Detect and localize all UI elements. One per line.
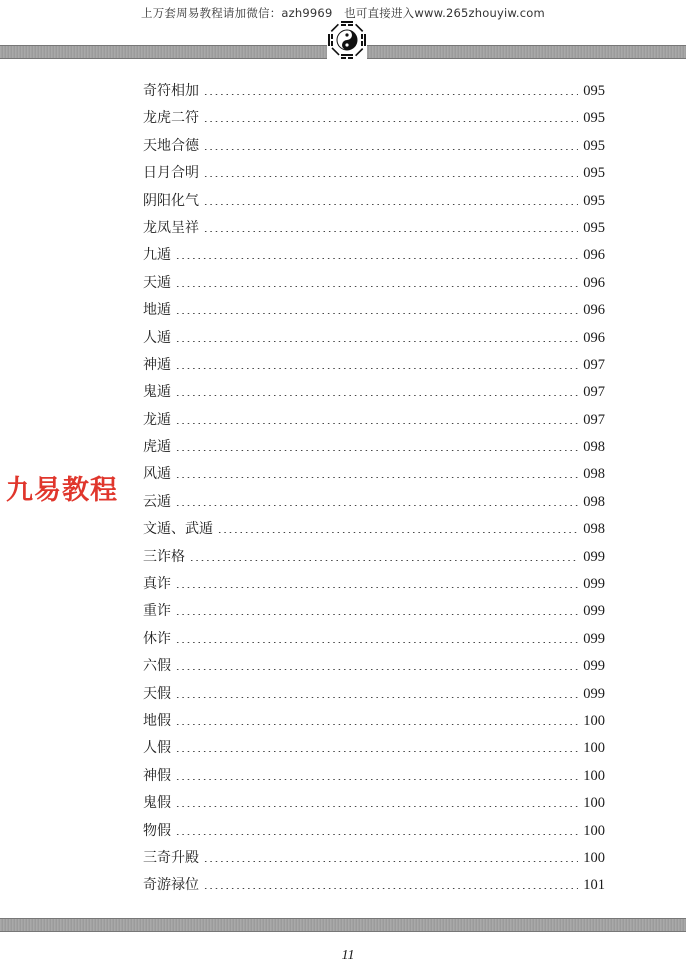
- toc-entry-page: 098: [583, 439, 605, 456]
- toc-entry-title: 神遁: [143, 356, 171, 373]
- toc-entry: [143, 600, 605, 627]
- toc-leader-dots: [175, 395, 578, 396]
- toc-entry-title: 真诈: [143, 576, 171, 593]
- toc-entry-title: 文遁、武遁: [143, 521, 213, 538]
- toc-entry: [143, 80, 605, 107]
- toc-leader-dots: [203, 149, 578, 150]
- toc-leader-dots: [203, 121, 578, 122]
- toc-entry: [143, 190, 605, 217]
- toc-entry-title: 阴阳化气: [143, 192, 199, 209]
- watermark-text: 九易教程: [6, 475, 118, 506]
- toc-entry-title: 人假: [143, 740, 171, 757]
- toc-entry-title: 人遁: [143, 329, 171, 346]
- toc-entry-title: 六假: [143, 658, 171, 675]
- toc-entry-page: 096: [583, 329, 605, 346]
- table-of-contents: [143, 80, 605, 902]
- toc-entry: [143, 299, 605, 326]
- toc-entry-page: 099: [583, 685, 605, 702]
- toc-leader-dots: [175, 313, 578, 314]
- toc-entry-title: 奇符相加: [143, 83, 199, 99]
- toc-leader-dots: [175, 724, 578, 725]
- toc-entry: [143, 409, 605, 436]
- toc-entry: [143, 628, 605, 655]
- toc-entry-page: 095: [583, 137, 605, 154]
- toc-entry-title: 虎遁: [143, 439, 171, 456]
- toc-entry: [143, 354, 605, 381]
- toc-entry-page: 095: [583, 165, 605, 182]
- toc-entry-page: 099: [583, 630, 605, 647]
- toc-entry-title: 天地合德: [143, 137, 199, 154]
- toc-entry: [143, 244, 605, 271]
- toc-entry-title: 鬼遁: [143, 384, 171, 401]
- toc-leader-dots: [175, 806, 578, 807]
- toc-leader-dots: [175, 368, 578, 369]
- toc-leader-dots: [175, 669, 578, 670]
- toc-leader-dots: [175, 450, 578, 451]
- toc-leader-dots: [217, 532, 578, 533]
- toc-entry-title: 九遁: [143, 247, 171, 264]
- toc-entry-page: 099: [583, 603, 605, 620]
- toc-entry-title: 龙凤呈祥: [143, 219, 199, 236]
- toc-entry-page: 095: [583, 192, 605, 209]
- toc-entry-title: 日月合明: [143, 165, 199, 182]
- footer-band: [0, 918, 686, 932]
- toc-entry-title: 龙遁: [143, 411, 171, 428]
- toc-entry: [143, 327, 605, 354]
- toc-entry-page: 100: [583, 712, 605, 729]
- toc-entry-title: 龙虎二符: [143, 110, 199, 127]
- toc-entry-page: 100: [583, 822, 605, 839]
- toc-entry-title: 重诈: [143, 603, 171, 620]
- toc-leader-dots: [175, 751, 578, 752]
- toc-entry-page: 098: [583, 521, 605, 538]
- toc-entry: [143, 573, 605, 600]
- toc-entry: [143, 765, 605, 792]
- toc-entry-page: 095: [583, 110, 605, 127]
- toc-entry-page: 097: [583, 384, 605, 401]
- toc-entry-title: 三诈格: [143, 548, 185, 565]
- toc-leader-dots: [175, 587, 578, 588]
- toc-entry-page: 100: [583, 795, 605, 812]
- toc-entry: [143, 847, 605, 874]
- toc-entry: [143, 463, 605, 490]
- toc-entry-page: 100: [583, 740, 605, 757]
- toc-entry: [143, 737, 605, 764]
- toc-entry-page: 099: [583, 548, 605, 565]
- toc-entry: [143, 546, 605, 573]
- toc-entry-page: 096: [583, 302, 605, 319]
- toc-entry-title: 鬼假: [143, 795, 171, 812]
- toc-entry-page: 097: [583, 356, 605, 373]
- page-number: 11: [341, 948, 355, 963]
- toc-leader-dots: [175, 642, 578, 643]
- toc-entry: [143, 874, 605, 901]
- toc-entry: [143, 135, 605, 162]
- toc-entry-title: 天遁: [143, 274, 171, 291]
- toc-entry-title: 云遁: [143, 493, 171, 510]
- toc-leader-dots: [203, 204, 578, 205]
- toc-entry-page: 095: [583, 219, 605, 236]
- toc-entry-page: 101: [583, 877, 605, 894]
- toc-leader-dots: [175, 286, 578, 287]
- header-note: 上万套周易教程请加微信：azh9969 也可直接进入www.265zhouyiw.com: [141, 6, 545, 20]
- toc-leader-dots: [175, 505, 578, 506]
- bagua-emblem-icon: [327, 20, 367, 60]
- toc-leader-dots: [175, 614, 578, 615]
- toc-entry: [143, 820, 605, 847]
- toc-entry: [143, 217, 605, 244]
- toc-entry-page: 100: [583, 849, 605, 866]
- toc-entry: [143, 381, 605, 408]
- toc-leader-dots: [203, 888, 578, 889]
- toc-leader-dots: [175, 477, 578, 478]
- toc-entry-page: 098: [583, 493, 605, 510]
- toc-entry-page: 097: [583, 411, 605, 428]
- toc-entry-title: 奇游禄位: [143, 877, 199, 894]
- toc-entry: [143, 655, 605, 682]
- toc-leader-dots: [203, 861, 578, 862]
- toc-entry-page: 099: [583, 576, 605, 593]
- toc-entry: [143, 792, 605, 819]
- toc-entry-title: 休诈: [143, 630, 171, 647]
- toc-entry: [143, 272, 605, 299]
- toc-entry: [143, 491, 605, 518]
- toc-entry: [143, 162, 605, 189]
- toc-leader-dots: [175, 697, 578, 698]
- toc-entry-title: 三奇升殿: [143, 849, 199, 866]
- toc-entry-page: 100: [583, 767, 605, 784]
- toc-entry-title: 地假: [143, 712, 171, 729]
- toc-entry-title: 地遁: [143, 302, 171, 319]
- toc-entry-title: 物假: [143, 822, 171, 839]
- toc-entry: [143, 710, 605, 737]
- toc-entry-page: 099: [583, 658, 605, 675]
- toc-leader-dots: [175, 423, 578, 424]
- toc-entry: [143, 683, 605, 710]
- toc-entry: [143, 107, 605, 134]
- toc-leader-dots: [203, 94, 578, 95]
- toc-leader-dots: [203, 231, 578, 232]
- toc-leader-dots: [203, 176, 578, 177]
- toc-leader-dots: [189, 560, 578, 561]
- toc-entry: [143, 436, 605, 463]
- toc-entry-page: 098: [583, 466, 605, 483]
- toc-leader-dots: [175, 258, 578, 259]
- toc-entry: [143, 518, 605, 545]
- toc-entry-page: 096: [583, 274, 605, 291]
- toc-leader-dots: [175, 834, 578, 835]
- toc-leader-dots: [175, 341, 578, 342]
- toc-entry-title: 风遁: [143, 466, 171, 483]
- toc-entry-title: 神假: [143, 767, 171, 784]
- toc-entry-page: 095: [583, 83, 605, 99]
- toc-leader-dots: [175, 779, 578, 780]
- toc-entry-title: 天假: [143, 685, 171, 702]
- toc-entry-page: 096: [583, 247, 605, 264]
